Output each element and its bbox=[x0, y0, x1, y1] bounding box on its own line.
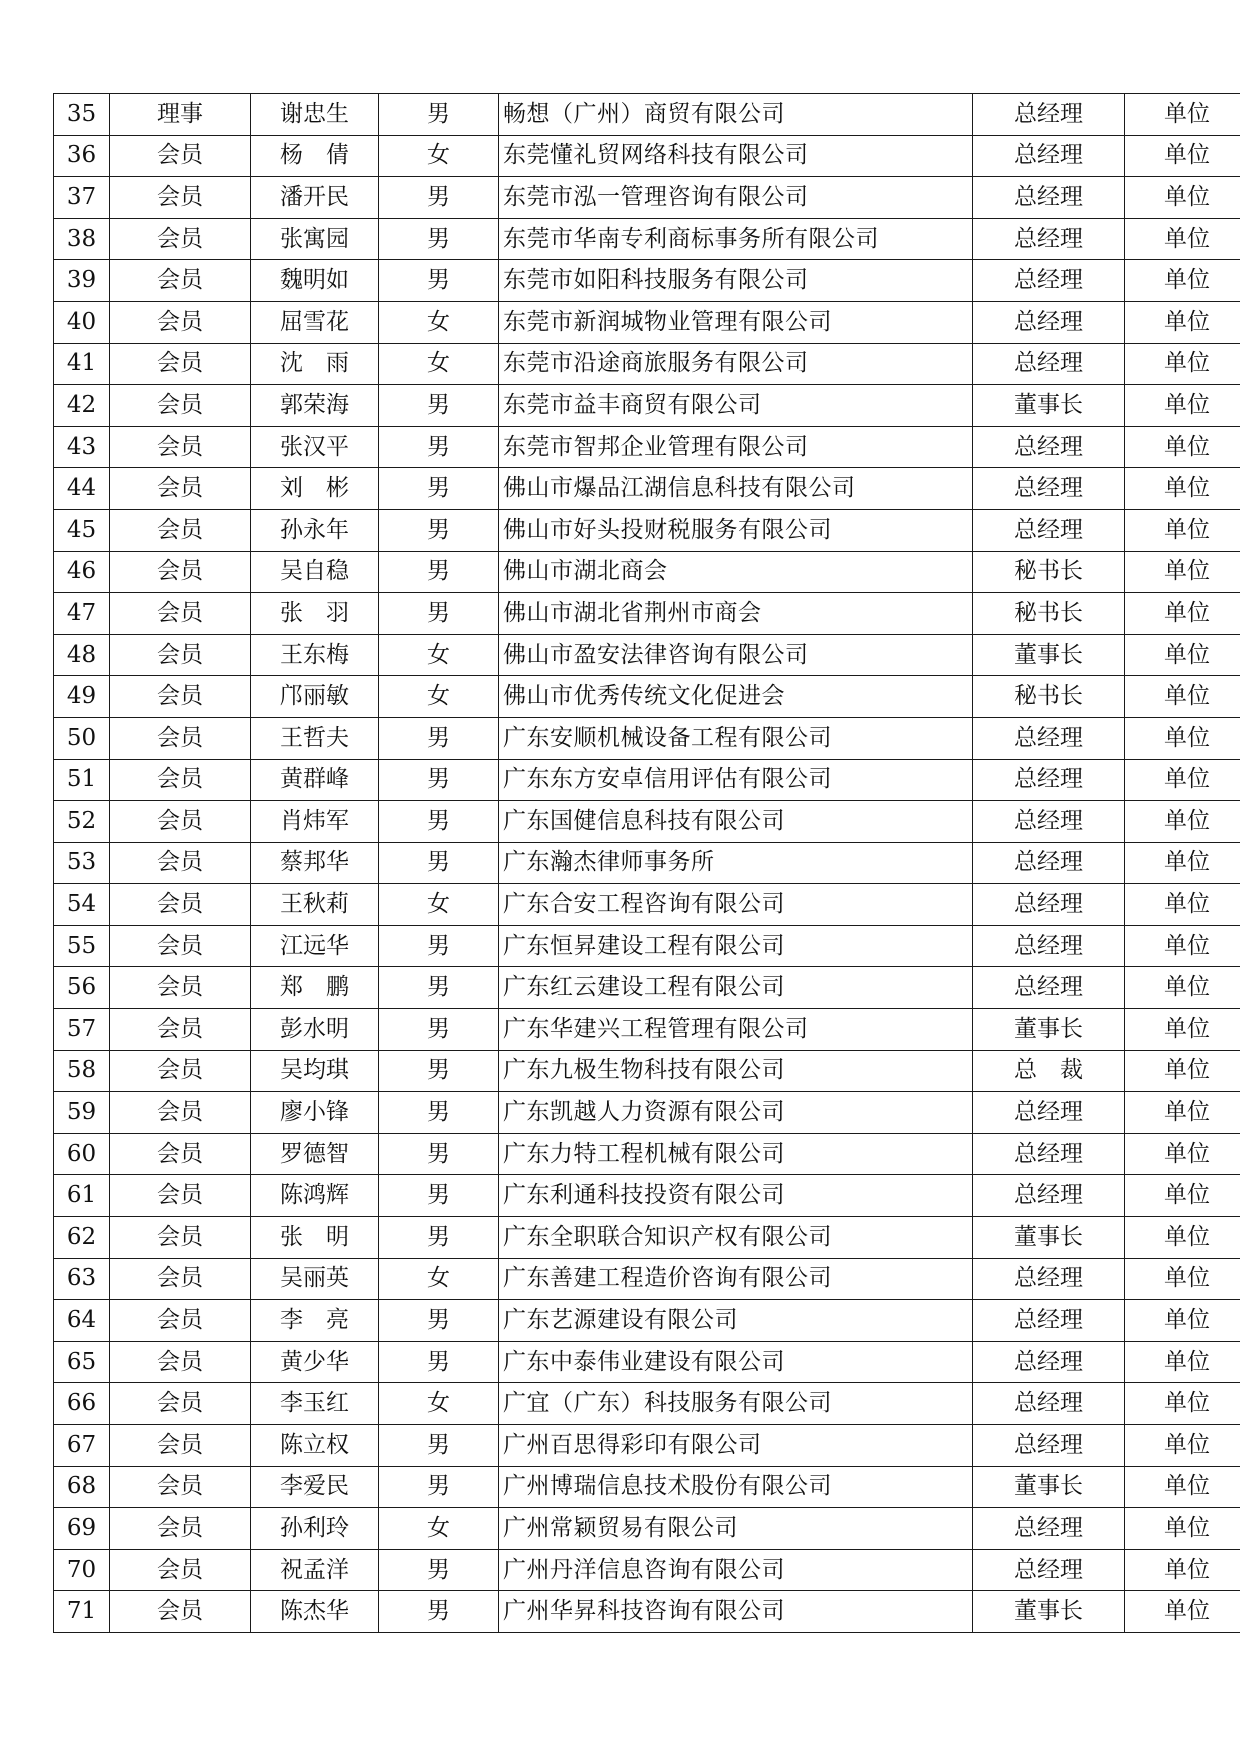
cell-position: 总经理 bbox=[973, 260, 1125, 302]
cell-position: 总经理 bbox=[973, 717, 1125, 759]
table-row bbox=[54, 218, 1240, 260]
cell-organization: 广东恒昇建设工程有限公司 bbox=[499, 925, 973, 967]
cell-member-type: 会员 bbox=[110, 468, 251, 510]
table-row bbox=[54, 1383, 1240, 1425]
cell-gender: 男 bbox=[379, 1133, 499, 1175]
cell-category: 单位 bbox=[1125, 1508, 1240, 1550]
table-row bbox=[54, 1217, 1240, 1259]
cell-number: 37 bbox=[54, 177, 110, 219]
cell-organization: 广东华建兴工程管理有限公司 bbox=[499, 1009, 973, 1051]
cell-category: 单位 bbox=[1125, 301, 1240, 343]
cell-category: 单位 bbox=[1125, 1050, 1240, 1092]
cell-category: 单位 bbox=[1125, 842, 1240, 884]
table-row bbox=[54, 634, 1240, 676]
cell-category: 单位 bbox=[1125, 1009, 1240, 1051]
table-row bbox=[54, 1341, 1240, 1383]
cell-gender: 女 bbox=[379, 1258, 499, 1300]
cell-position: 总经理 bbox=[973, 177, 1125, 219]
cell-gender: 男 bbox=[379, 468, 499, 510]
table-row bbox=[54, 343, 1240, 385]
cell-member-type: 会员 bbox=[110, 1092, 251, 1134]
cell-position: 总经理 bbox=[973, 468, 1125, 510]
cell-member-type: 会员 bbox=[110, 967, 251, 1009]
cell-position: 总经理 bbox=[973, 1175, 1125, 1217]
cell-category: 单位 bbox=[1125, 1341, 1240, 1383]
cell-category: 单位 bbox=[1125, 1217, 1240, 1259]
cell-organization: 广州博瑞信息技术股份有限公司 bbox=[499, 1466, 973, 1508]
cell-position: 总经理 bbox=[973, 1300, 1125, 1342]
cell-category: 单位 bbox=[1125, 676, 1240, 718]
cell-name: 张 羽 bbox=[251, 593, 379, 635]
cell-name: 李 亮 bbox=[251, 1300, 379, 1342]
cell-name: 江远华 bbox=[251, 925, 379, 967]
cell-gender: 男 bbox=[379, 1092, 499, 1134]
cell-position: 总经理 bbox=[973, 94, 1125, 136]
cell-organization: 广东合安工程咨询有限公司 bbox=[499, 884, 973, 926]
table-row bbox=[54, 801, 1240, 843]
cell-position: 总经理 bbox=[973, 301, 1125, 343]
cell-number: 47 bbox=[54, 593, 110, 635]
cell-gender: 女 bbox=[379, 301, 499, 343]
cell-number: 35 bbox=[54, 94, 110, 136]
cell-gender: 男 bbox=[379, 1466, 499, 1508]
table-row bbox=[54, 676, 1240, 718]
cell-member-type: 会员 bbox=[110, 801, 251, 843]
cell-name: 屈雪花 bbox=[251, 301, 379, 343]
cell-member-type: 会员 bbox=[110, 1549, 251, 1591]
cell-category: 单位 bbox=[1125, 717, 1240, 759]
cell-member-type: 会员 bbox=[110, 301, 251, 343]
cell-name: 陈鸿辉 bbox=[251, 1175, 379, 1217]
cell-number: 58 bbox=[54, 1050, 110, 1092]
cell-gender: 男 bbox=[379, 426, 499, 468]
cell-name: 李玉红 bbox=[251, 1383, 379, 1425]
table-row bbox=[54, 1009, 1240, 1051]
cell-name: 沈 雨 bbox=[251, 343, 379, 385]
cell-category: 单位 bbox=[1125, 509, 1240, 551]
cell-number: 57 bbox=[54, 1009, 110, 1051]
cell-number: 62 bbox=[54, 1217, 110, 1259]
cell-number: 52 bbox=[54, 801, 110, 843]
cell-organization: 广东东方安卓信用评估有限公司 bbox=[499, 759, 973, 801]
cell-number: 50 bbox=[54, 717, 110, 759]
cell-number: 48 bbox=[54, 634, 110, 676]
cell-gender: 女 bbox=[379, 676, 499, 718]
table-row bbox=[54, 1133, 1240, 1175]
cell-member-type: 会员 bbox=[110, 1258, 251, 1300]
cell-number: 71 bbox=[54, 1591, 110, 1633]
cell-number: 42 bbox=[54, 385, 110, 427]
cell-position: 总经理 bbox=[973, 135, 1125, 177]
table-row bbox=[54, 94, 1240, 136]
table-row bbox=[54, 925, 1240, 967]
cell-number: 51 bbox=[54, 759, 110, 801]
cell-organization: 广东中泰伟业建设有限公司 bbox=[499, 1341, 973, 1383]
cell-category: 单位 bbox=[1125, 884, 1240, 926]
cell-member-type: 会员 bbox=[110, 135, 251, 177]
table-row bbox=[54, 301, 1240, 343]
cell-name: 陈立权 bbox=[251, 1425, 379, 1467]
cell-name: 刘 彬 bbox=[251, 468, 379, 510]
cell-category: 单位 bbox=[1125, 1133, 1240, 1175]
cell-member-type: 会员 bbox=[110, 1591, 251, 1633]
cell-organization: 广东利通科技投资有限公司 bbox=[499, 1175, 973, 1217]
cell-gender: 男 bbox=[379, 801, 499, 843]
cell-position: 总经理 bbox=[973, 1508, 1125, 1550]
cell-organization: 佛山市盈安法律咨询有限公司 bbox=[499, 634, 973, 676]
cell-position: 董事长 bbox=[973, 1591, 1125, 1633]
cell-member-type: 会员 bbox=[110, 759, 251, 801]
cell-member-type: 会员 bbox=[110, 426, 251, 468]
cell-name: 王哲夫 bbox=[251, 717, 379, 759]
table-row bbox=[54, 135, 1240, 177]
cell-gender: 男 bbox=[379, 177, 499, 219]
table-row bbox=[54, 426, 1240, 468]
table-row bbox=[54, 1092, 1240, 1134]
cell-number: 44 bbox=[54, 468, 110, 510]
cell-position: 总经理 bbox=[973, 1092, 1125, 1134]
cell-number: 61 bbox=[54, 1175, 110, 1217]
cell-organization: 广宜（广东）科技服务有限公司 bbox=[499, 1383, 973, 1425]
cell-position: 总经理 bbox=[973, 1383, 1125, 1425]
cell-gender: 男 bbox=[379, 967, 499, 1009]
cell-gender: 男 bbox=[379, 1175, 499, 1217]
cell-category: 单位 bbox=[1125, 967, 1240, 1009]
cell-position: 董事长 bbox=[973, 1466, 1125, 1508]
cell-member-type: 会员 bbox=[110, 1383, 251, 1425]
cell-category: 单位 bbox=[1125, 1425, 1240, 1467]
cell-gender: 男 bbox=[379, 842, 499, 884]
cell-position: 董事长 bbox=[973, 1217, 1125, 1259]
cell-name: 王东梅 bbox=[251, 634, 379, 676]
cell-category: 单位 bbox=[1125, 468, 1240, 510]
cell-category: 单位 bbox=[1125, 385, 1240, 427]
table-row bbox=[54, 1425, 1240, 1467]
cell-category: 单位 bbox=[1125, 260, 1240, 302]
cell-organization: 广东艺源建设有限公司 bbox=[499, 1300, 973, 1342]
cell-position: 秘书长 bbox=[973, 593, 1125, 635]
cell-category: 单位 bbox=[1125, 1549, 1240, 1591]
member-rows bbox=[54, 94, 1240, 1633]
cell-gender: 男 bbox=[379, 717, 499, 759]
cell-name: 蔡邦华 bbox=[251, 842, 379, 884]
cell-position: 总经理 bbox=[973, 759, 1125, 801]
cell-position: 总经理 bbox=[973, 509, 1125, 551]
cell-number: 55 bbox=[54, 925, 110, 967]
cell-number: 49 bbox=[54, 676, 110, 718]
table-row bbox=[54, 842, 1240, 884]
cell-number: 66 bbox=[54, 1383, 110, 1425]
cell-name: 彭水明 bbox=[251, 1009, 379, 1051]
cell-name: 吴均琪 bbox=[251, 1050, 379, 1092]
cell-number: 39 bbox=[54, 260, 110, 302]
cell-organization: 广东瀚杰律师事务所 bbox=[499, 842, 973, 884]
cell-number: 63 bbox=[54, 1258, 110, 1300]
table-row bbox=[54, 1466, 1240, 1508]
cell-gender: 男 bbox=[379, 1341, 499, 1383]
cell-organization: 畅想（广州）商贸有限公司 bbox=[499, 94, 973, 136]
cell-organization: 佛山市爆品江湖信息科技有限公司 bbox=[499, 468, 973, 510]
cell-position: 总经理 bbox=[973, 842, 1125, 884]
table-row bbox=[54, 468, 1240, 510]
cell-category: 单位 bbox=[1125, 177, 1240, 219]
member-table bbox=[53, 93, 1240, 1633]
cell-category: 单位 bbox=[1125, 135, 1240, 177]
cell-name: 祝孟洋 bbox=[251, 1549, 379, 1591]
cell-number: 38 bbox=[54, 218, 110, 260]
cell-organization: 广东国健信息科技有限公司 bbox=[499, 801, 973, 843]
cell-organization: 广州百思得彩印有限公司 bbox=[499, 1425, 973, 1467]
cell-position: 秘书长 bbox=[973, 551, 1125, 593]
cell-category: 单位 bbox=[1125, 593, 1240, 635]
cell-gender: 男 bbox=[379, 1300, 499, 1342]
cell-member-type: 会员 bbox=[110, 1217, 251, 1259]
cell-name: 孙利玲 bbox=[251, 1508, 379, 1550]
cell-gender: 女 bbox=[379, 884, 499, 926]
cell-name: 吴丽英 bbox=[251, 1258, 379, 1300]
cell-gender: 男 bbox=[379, 925, 499, 967]
cell-number: 69 bbox=[54, 1508, 110, 1550]
table-row bbox=[54, 759, 1240, 801]
cell-number: 40 bbox=[54, 301, 110, 343]
cell-member-type: 会员 bbox=[110, 925, 251, 967]
cell-category: 单位 bbox=[1125, 1383, 1240, 1425]
cell-name: 黄群峰 bbox=[251, 759, 379, 801]
cell-organization: 广州丹洋信息咨询有限公司 bbox=[499, 1549, 973, 1591]
cell-name: 孙永年 bbox=[251, 509, 379, 551]
cell-gender: 男 bbox=[379, 1549, 499, 1591]
cell-number: 45 bbox=[54, 509, 110, 551]
cell-position: 总经理 bbox=[973, 801, 1125, 843]
table-row bbox=[54, 967, 1240, 1009]
cell-member-type: 会员 bbox=[110, 1009, 251, 1051]
cell-number: 59 bbox=[54, 1092, 110, 1134]
cell-gender: 男 bbox=[379, 218, 499, 260]
table-row bbox=[54, 385, 1240, 427]
cell-member-type: 会员 bbox=[110, 385, 251, 427]
cell-category: 单位 bbox=[1125, 1092, 1240, 1134]
cell-name: 黄少华 bbox=[251, 1341, 379, 1383]
table-row bbox=[54, 551, 1240, 593]
cell-name: 张汉平 bbox=[251, 426, 379, 468]
cell-name: 潘开民 bbox=[251, 177, 379, 219]
cell-name: 李爱民 bbox=[251, 1466, 379, 1508]
cell-gender: 男 bbox=[379, 1009, 499, 1051]
cell-category: 单位 bbox=[1125, 94, 1240, 136]
cell-organization: 广东九极生物科技有限公司 bbox=[499, 1050, 973, 1092]
cell-category: 单位 bbox=[1125, 759, 1240, 801]
cell-organization: 东莞市益丰商贸有限公司 bbox=[499, 385, 973, 427]
table-row bbox=[54, 1175, 1240, 1217]
cell-organization: 东莞市新润城物业管理有限公司 bbox=[499, 301, 973, 343]
cell-organization: 广东全职联合知识产权有限公司 bbox=[499, 1217, 973, 1259]
cell-position: 总经理 bbox=[973, 884, 1125, 926]
cell-number: 54 bbox=[54, 884, 110, 926]
cell-gender: 男 bbox=[379, 1425, 499, 1467]
cell-name: 吴自稳 bbox=[251, 551, 379, 593]
cell-number: 36 bbox=[54, 135, 110, 177]
cell-name: 郑 鹏 bbox=[251, 967, 379, 1009]
cell-category: 单位 bbox=[1125, 426, 1240, 468]
cell-member-type: 会员 bbox=[110, 593, 251, 635]
cell-position: 董事长 bbox=[973, 385, 1125, 427]
cell-number: 65 bbox=[54, 1341, 110, 1383]
table-row bbox=[54, 593, 1240, 635]
cell-gender: 女 bbox=[379, 634, 499, 676]
cell-name: 郭荣海 bbox=[251, 385, 379, 427]
cell-member-type: 理事 bbox=[110, 94, 251, 136]
table-row bbox=[54, 1549, 1240, 1591]
cell-gender: 男 bbox=[379, 759, 499, 801]
table-row bbox=[54, 509, 1240, 551]
cell-gender: 男 bbox=[379, 1217, 499, 1259]
cell-number: 41 bbox=[54, 343, 110, 385]
cell-gender: 男 bbox=[379, 1050, 499, 1092]
cell-gender: 女 bbox=[379, 1508, 499, 1550]
table-row bbox=[54, 1050, 1240, 1092]
cell-organization: 广州华昇科技咨询有限公司 bbox=[499, 1591, 973, 1633]
cell-category: 单位 bbox=[1125, 1258, 1240, 1300]
cell-position: 总经理 bbox=[973, 925, 1125, 967]
cell-number: 53 bbox=[54, 842, 110, 884]
table-row bbox=[54, 177, 1240, 219]
cell-number: 67 bbox=[54, 1425, 110, 1467]
cell-number: 43 bbox=[54, 426, 110, 468]
cell-member-type: 会员 bbox=[110, 1175, 251, 1217]
cell-organization: 佛山市好头投财税服务有限公司 bbox=[499, 509, 973, 551]
cell-position: 总经理 bbox=[973, 343, 1125, 385]
cell-member-type: 会员 bbox=[110, 343, 251, 385]
table-row bbox=[54, 884, 1240, 926]
cell-organization: 广东凯越人力资源有限公司 bbox=[499, 1092, 973, 1134]
cell-gender: 女 bbox=[379, 343, 499, 385]
cell-organization: 东莞市华南专利商标事务所有限公司 bbox=[499, 218, 973, 260]
cell-member-type: 会员 bbox=[110, 1341, 251, 1383]
cell-name: 王秋莉 bbox=[251, 884, 379, 926]
cell-member-type: 会员 bbox=[110, 842, 251, 884]
cell-number: 60 bbox=[54, 1133, 110, 1175]
cell-position: 总经理 bbox=[973, 1133, 1125, 1175]
cell-member-type: 会员 bbox=[110, 1466, 251, 1508]
cell-member-type: 会员 bbox=[110, 218, 251, 260]
cell-organization: 佛山市湖北商会 bbox=[499, 551, 973, 593]
cell-member-type: 会员 bbox=[110, 634, 251, 676]
cell-name: 廖小锋 bbox=[251, 1092, 379, 1134]
cell-member-type: 会员 bbox=[110, 1300, 251, 1342]
cell-number: 64 bbox=[54, 1300, 110, 1342]
cell-name: 肖炜军 bbox=[251, 801, 379, 843]
table-row bbox=[54, 1591, 1240, 1633]
cell-member-type: 会员 bbox=[110, 1508, 251, 1550]
cell-number: 46 bbox=[54, 551, 110, 593]
cell-member-type: 会员 bbox=[110, 1425, 251, 1467]
cell-member-type: 会员 bbox=[110, 884, 251, 926]
cell-name: 陈杰华 bbox=[251, 1591, 379, 1633]
cell-organization: 东莞懂礼贸网络科技有限公司 bbox=[499, 135, 973, 177]
cell-gender: 男 bbox=[379, 1591, 499, 1633]
cell-organization: 东莞市智邦企业管理有限公司 bbox=[499, 426, 973, 468]
cell-organization: 东莞市沿途商旅服务有限公司 bbox=[499, 343, 973, 385]
cell-category: 单位 bbox=[1125, 1175, 1240, 1217]
cell-member-type: 会员 bbox=[110, 676, 251, 718]
cell-position: 总经理 bbox=[973, 1425, 1125, 1467]
cell-organization: 广东红云建设工程有限公司 bbox=[499, 967, 973, 1009]
cell-gender: 男 bbox=[379, 551, 499, 593]
cell-name: 罗德智 bbox=[251, 1133, 379, 1175]
cell-position: 董事长 bbox=[973, 634, 1125, 676]
cell-member-type: 会员 bbox=[110, 1050, 251, 1092]
cell-gender: 男 bbox=[379, 385, 499, 427]
cell-organization: 广东安顺机械设备工程有限公司 bbox=[499, 717, 973, 759]
cell-member-type: 会员 bbox=[110, 509, 251, 551]
cell-member-type: 会员 bbox=[110, 1133, 251, 1175]
cell-position: 总经理 bbox=[973, 1549, 1125, 1591]
cell-position: 总经理 bbox=[973, 967, 1125, 1009]
cell-gender: 男 bbox=[379, 94, 499, 136]
cell-organization: 佛山市湖北省荆州市商会 bbox=[499, 593, 973, 635]
cell-number: 70 bbox=[54, 1549, 110, 1591]
table-row bbox=[54, 1258, 1240, 1300]
cell-member-type: 会员 bbox=[110, 260, 251, 302]
table-row bbox=[54, 1508, 1240, 1550]
cell-gender: 女 bbox=[379, 1383, 499, 1425]
cell-position: 秘书长 bbox=[973, 676, 1125, 718]
cell-category: 单位 bbox=[1125, 551, 1240, 593]
cell-category: 单位 bbox=[1125, 634, 1240, 676]
cell-category: 单位 bbox=[1125, 1591, 1240, 1633]
table-row bbox=[54, 260, 1240, 302]
cell-gender: 男 bbox=[379, 593, 499, 635]
cell-position: 总 裁 bbox=[973, 1050, 1125, 1092]
cell-gender: 男 bbox=[379, 260, 499, 302]
cell-organization: 广东善建工程造价咨询有限公司 bbox=[499, 1258, 973, 1300]
cell-position: 董事长 bbox=[973, 1009, 1125, 1051]
cell-category: 单位 bbox=[1125, 1300, 1240, 1342]
cell-number: 56 bbox=[54, 967, 110, 1009]
table-row bbox=[54, 717, 1240, 759]
cell-category: 单位 bbox=[1125, 343, 1240, 385]
cell-member-type: 会员 bbox=[110, 551, 251, 593]
cell-name: 张 明 bbox=[251, 1217, 379, 1259]
cell-position: 总经理 bbox=[973, 1341, 1125, 1383]
cell-name: 魏明如 bbox=[251, 260, 379, 302]
cell-member-type: 会员 bbox=[110, 717, 251, 759]
cell-position: 总经理 bbox=[973, 1258, 1125, 1300]
cell-name: 张寓园 bbox=[251, 218, 379, 260]
cell-organization: 佛山市优秀传统文化促进会 bbox=[499, 676, 973, 718]
cell-organization: 东莞市如阳科技服务有限公司 bbox=[499, 260, 973, 302]
cell-category: 单位 bbox=[1125, 925, 1240, 967]
cell-category: 单位 bbox=[1125, 218, 1240, 260]
cell-position: 总经理 bbox=[973, 426, 1125, 468]
cell-member-type: 会员 bbox=[110, 177, 251, 219]
cell-name: 杨 倩 bbox=[251, 135, 379, 177]
cell-name: 谢忠生 bbox=[251, 94, 379, 136]
cell-gender: 女 bbox=[379, 135, 499, 177]
cell-organization: 东莞市泓一管理咨询有限公司 bbox=[499, 177, 973, 219]
table-row bbox=[54, 1300, 1240, 1342]
cell-number: 68 bbox=[54, 1466, 110, 1508]
cell-organization: 广东力特工程机械有限公司 bbox=[499, 1133, 973, 1175]
cell-category: 单位 bbox=[1125, 801, 1240, 843]
cell-organization: 广州常颖贸易有限公司 bbox=[499, 1508, 973, 1550]
cell-gender: 男 bbox=[379, 509, 499, 551]
cell-category: 单位 bbox=[1125, 1466, 1240, 1508]
cell-position: 总经理 bbox=[973, 218, 1125, 260]
cell-name: 邝丽敏 bbox=[251, 676, 379, 718]
